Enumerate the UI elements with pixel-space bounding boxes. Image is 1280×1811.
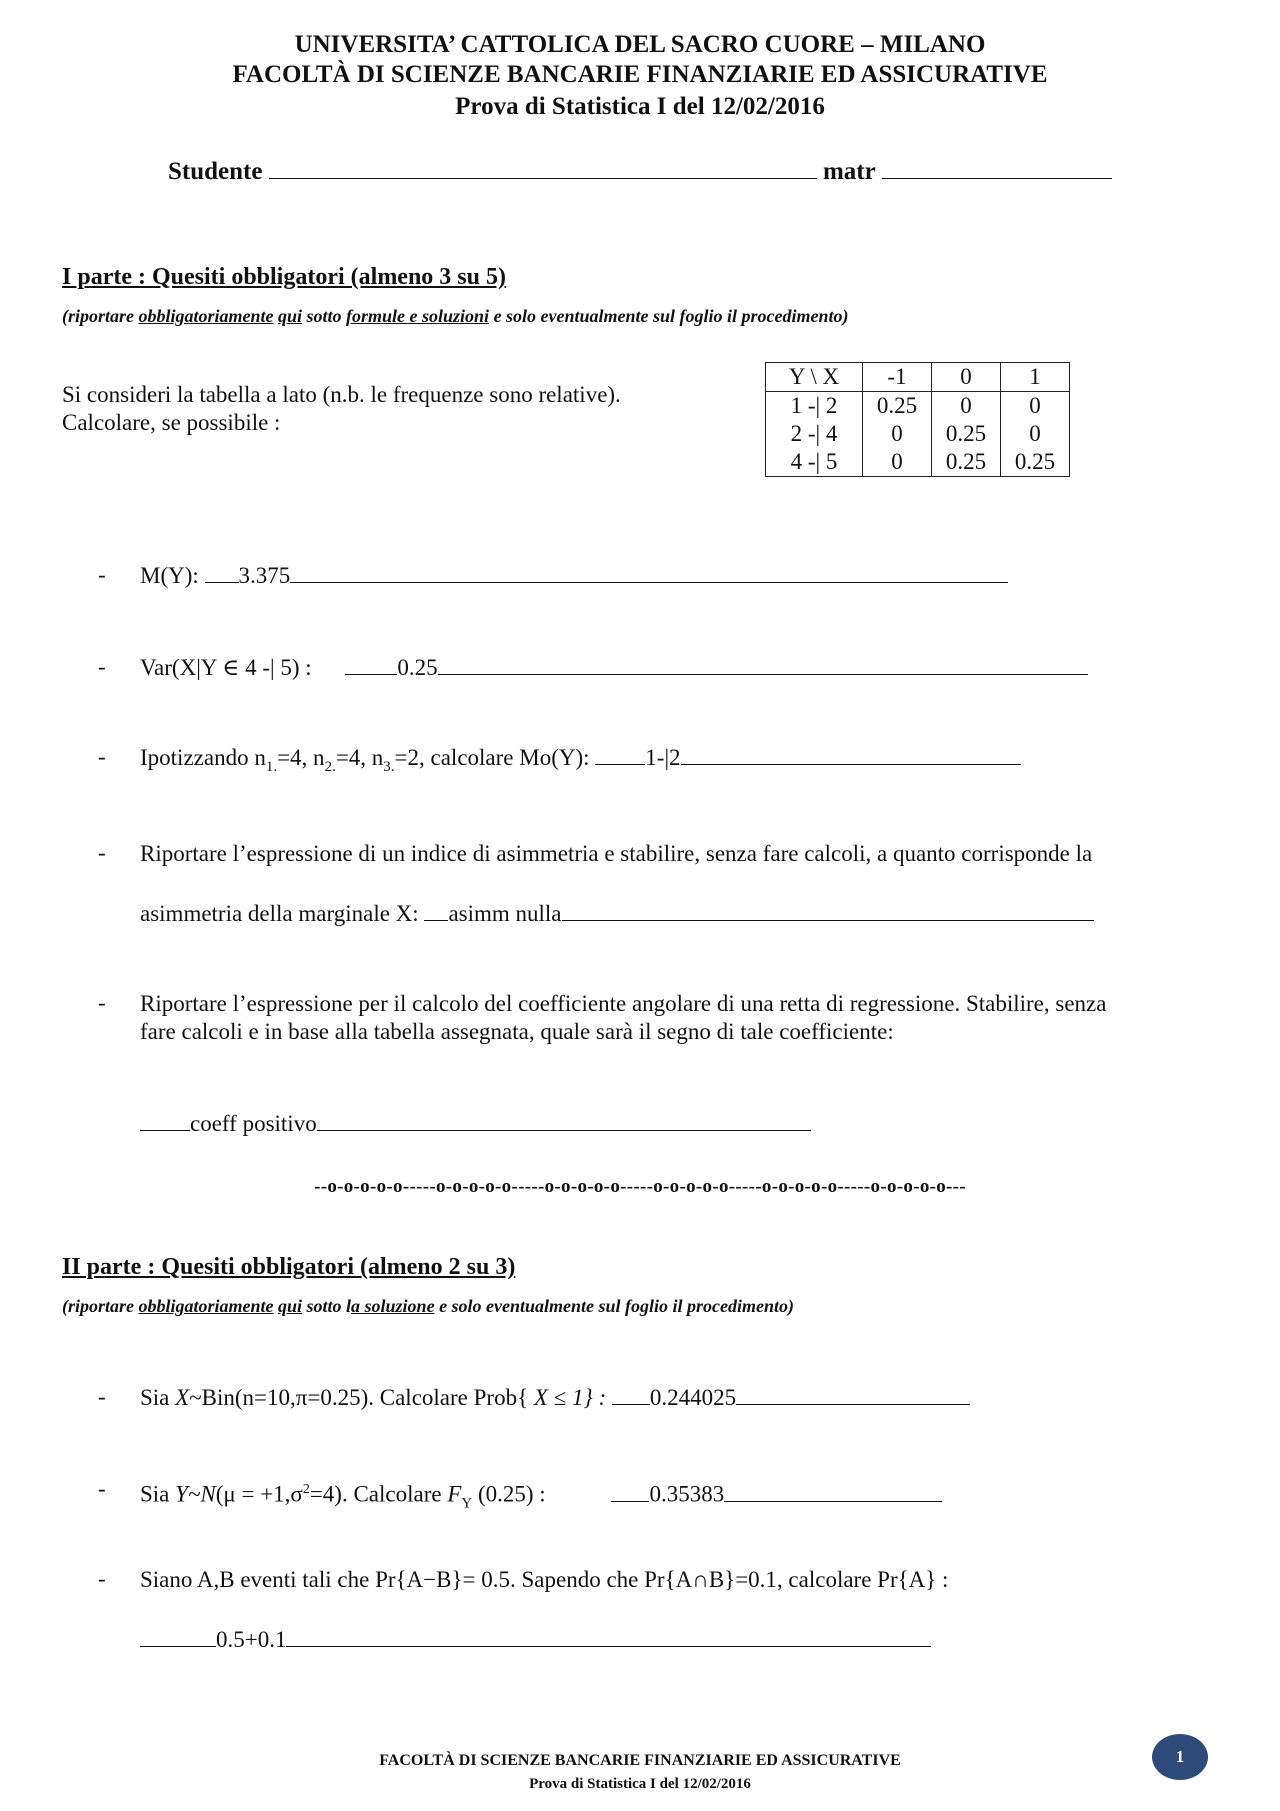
part2-note: (riportare obbligatoriamente qui sotto la soluzione e solo eventualmente sul foglio il procedimento) (62, 1296, 795, 1316)
answer-regression-row (140, 1110, 811, 1138)
answer-normal[interactable]: 0.35383 (649, 1481, 725, 1507)
bullet-dash: - (98, 654, 106, 679)
answer-mean-y[interactable]: 3.375 (238, 563, 291, 588)
question-normal: Sia Y~N(μ = $+1,\sigma^2=4$). Calcolare $F_Y$ (0.25) : 0.35383 (140, 1476, 942, 1518)
matr-field[interactable] (882, 177, 1112, 179)
exam-title: Prova di Statistica I del 12/02/2016 (455, 93, 825, 120)
question-probability: Siano A,B eventi tali che Pr{A−B}= 0.5. Sapendo che Pr{A∩B}=0.1, calcolare Pr{A} : (140, 1567, 949, 1592)
table-row: 2 -| 4 0 0.25 0 (766, 420, 1070, 448)
part2-title: II parte : Quesiti obbligatori (almeno 2 su 3) (62, 1254, 516, 1280)
bullet-dash: - (98, 1566, 106, 1591)
matr-label: matr (822, 158, 876, 185)
table-row: 4 -| 5 0 0.25 0.25 (766, 448, 1070, 477)
question-cond-variance: Var(X|Y ∈ 4 -| 5) : 0.25 (140, 654, 1088, 682)
student-label: Studente (168, 158, 263, 185)
question-mean-y: M(Y): 3.375 (140, 562, 1008, 590)
page-number-badge: 1 (1152, 1734, 1208, 1780)
bullet-dash: - (98, 562, 106, 587)
bullet-dash: - (98, 1476, 106, 1501)
question-asymmetry: Riportare l’espressione di un indice di asimmetria e stabilire, senza fare calcoli, a quanto corrisponde la (140, 841, 1093, 866)
question-regression: Riportare l’espressione per il calcolo del coefficiente angolare di una retta di regressione. Stabilire, senza fare calcoli e in base alla tabella assegnata, quale sarà il segno di tale coefficiente: (140, 991, 1107, 1044)
question-binomial: Sia X~Bin(n=10,π=0.25). Calcolare Prob{ X ≤ 1} : 0.244025 (140, 1384, 970, 1412)
question-asymmetry-line2: asimmetria della marginale X: asimm nulla (140, 900, 1094, 928)
section-separator: --o-o-o-o-o-----o-o-o-o-o-----o-o-o-o-o-----o-o-o-o-o-----o-o-o-o-o-----o-o-o-o-o--- (314, 1176, 966, 1197)
table-header-row: Y \ X -1 0 1 (766, 363, 1070, 392)
part1-note: (riportare obbligatoriamente qui sotto formule e soluzioni e solo eventualmente sul foglio il procedimento) (62, 306, 849, 326)
question-mode-y: Ipotizzando $n_{1.}=4$, $n_{2.}=4$, $n_{3.}=2$, calcolare Mo(Y): 1-|2 (140, 744, 1021, 781)
answer-mode-y[interactable]: 1-|2 (645, 745, 681, 770)
part1-intro: Si consideri la tabella a lato (n.b. le frequenze sono relative). Calcolare, se possibile : (62, 382, 621, 435)
faculty-title: FACOLTÀ DI SCIENZE BANCARIE FINANZIARIE ED ASSICURATIVE (232, 61, 1048, 88)
bullet-dash: - (98, 1384, 106, 1409)
answer-regression[interactable]: coeff positivo (190, 1111, 317, 1136)
answer-cond-variance[interactable]: 0.25 (397, 655, 438, 680)
part1-title: I parte : Quesiti obbligatori (almeno 3 su 5) (62, 264, 506, 290)
frequency-table (765, 362, 1070, 477)
answer-binomial[interactable]: 0.244025 (649, 1385, 737, 1410)
answer-probability-row (140, 1626, 931, 1654)
answer-probability[interactable]: 0.5+0.1 (216, 1627, 287, 1652)
bullet-dash: - (98, 990, 106, 1015)
answer-asymmetry[interactable]: asimm nulla (448, 901, 562, 926)
table-row: 1 -| 2 0.25 0 0 (766, 392, 1070, 421)
footer-faculty: FACOLTÀ DI SCIENZE BANCARIE FINANZIARIE ED ASSICURATIVE (379, 1752, 901, 1769)
footer-exam: Prova di Statistica I del 12/02/2016 (529, 1776, 751, 1792)
bullet-dash: - (98, 744, 106, 769)
university-title: UNIVERSITA’ CATTOLICA DEL SACRO CUORE – MILANO (294, 31, 986, 58)
student-row (168, 158, 1112, 186)
student-name-field[interactable] (269, 177, 817, 179)
bullet-dash: - (98, 840, 106, 865)
